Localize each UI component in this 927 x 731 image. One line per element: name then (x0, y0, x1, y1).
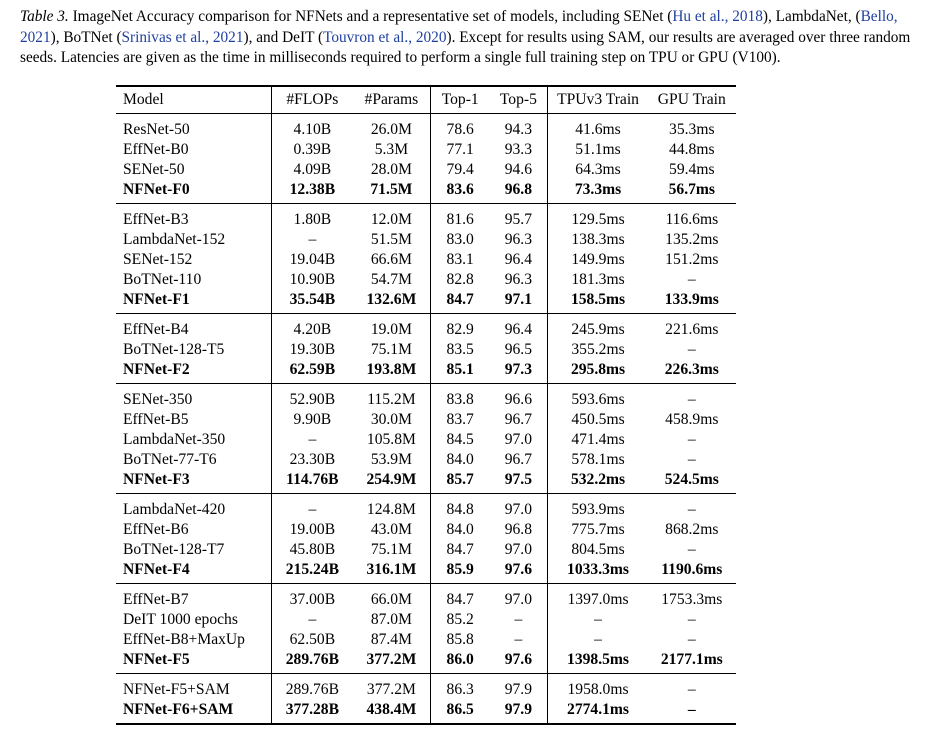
cell-flops: – (272, 493, 353, 520)
cell-params: 377.2M (353, 650, 431, 674)
citation-link-srinivas-2021[interactable]: Srinivas et al., 2021 (121, 28, 244, 46)
cell-top5: 97.6 (489, 560, 548, 584)
cell-top5: 96.8 (489, 180, 548, 204)
cell-flops: 23.30B (272, 450, 353, 470)
cell-gpu-train: 35.3ms (669, 120, 715, 138)
caption-text-3: ), BoTNet ( (50, 28, 122, 46)
cell-top1: 86.3 (431, 673, 490, 700)
cell-tpu-train: 138.3ms (548, 230, 648, 250)
caption-text-4: ), and DeIT ( (243, 28, 324, 46)
cell-gpu-train: – (648, 700, 736, 724)
cell-model: EffNet-B5 (123, 410, 189, 428)
cell-model: SENet-50 (123, 160, 185, 178)
cell-flops: 62.59B (272, 360, 353, 384)
cell-top1: 84.7 (431, 290, 490, 314)
cell-gpu-train: 226.3ms (648, 360, 736, 384)
caption-label: Table 3. (20, 8, 69, 25)
cell-tpu-train: 593.6ms (548, 383, 648, 410)
cell-model: BoTNet-128-T5 (123, 340, 225, 358)
cell-tpu-train: – (548, 610, 648, 630)
header-tpu-train: TPUv3 Train (548, 86, 648, 113)
cell-tpu-train: 73.3ms (548, 180, 648, 204)
cell-flops: 19.00B (272, 520, 353, 540)
cell-tpu-train: 532.2ms (548, 470, 648, 494)
cell-top5: 97.0 (504, 540, 532, 558)
header-flops: #FLOPs (272, 86, 353, 113)
cell-model: NFNet-F4 (116, 560, 272, 584)
cell-top5: 96.4 (504, 250, 532, 268)
table-row (116, 520, 736, 540)
cell-gpu-train: – (687, 630, 696, 648)
table-caption (20, 7, 920, 69)
table-header (116, 86, 736, 113)
cell-top1: 79.4 (431, 160, 490, 180)
cell-model: NFNet-F0 (116, 180, 272, 204)
cell-top5: 96.7 (504, 450, 532, 468)
table-row (116, 340, 736, 360)
table-row (116, 650, 736, 674)
cell-params: 193.8M (353, 360, 431, 384)
cell-top5: 97.1 (489, 290, 548, 314)
cell-params: 12.0M (370, 210, 412, 228)
cell-gpu-train: – (687, 340, 696, 358)
header-model: Model (116, 86, 272, 113)
cell-params: 377.2M (366, 680, 416, 698)
cell-top5: – (514, 630, 523, 648)
cell-model: BoTNet-110 (123, 270, 202, 288)
cell-model: NFNet-F2 (116, 360, 272, 384)
table-row (116, 113, 736, 140)
table-row (116, 470, 736, 494)
table-row (116, 360, 736, 384)
table-row (116, 313, 736, 340)
cell-tpu-train: 181.3ms (548, 270, 648, 290)
results-table (116, 85, 736, 725)
table-row (116, 250, 736, 270)
cell-flops: 52.90B (272, 383, 353, 410)
cell-top5: 96.5 (504, 340, 532, 358)
cell-params: 54.7M (370, 270, 412, 288)
header-params: #Params (353, 86, 431, 113)
cell-flops: 19.30B (272, 340, 353, 360)
cell-tpu-train: 1033.3ms (548, 560, 648, 584)
cell-top1: 85.7 (431, 470, 490, 494)
cell-gpu-train: – (687, 430, 696, 448)
cell-top1: 82.8 (431, 270, 490, 290)
table-row (116, 230, 736, 250)
cell-flops: 4.09B (272, 160, 353, 180)
caption-text-5: ). Except for results using SAM, our results are averaged over three random seeds. Latencies are given as the time in milliseconds required to perform a single full training step on TPU or GPU (V100). (20, 28, 911, 66)
table-row (116, 700, 736, 724)
cell-top1: 84.5 (431, 430, 490, 450)
cell-tpu-train: 51.1ms (548, 140, 648, 160)
table-row (116, 610, 736, 630)
cell-params: 132.6M (353, 290, 431, 314)
cell-top1: 84.7 (431, 540, 490, 560)
cell-gpu-train: – (687, 680, 696, 698)
cell-tpu-train: 41.6ms (548, 113, 648, 140)
cell-model: NFNet-F3 (116, 470, 272, 494)
cell-params: 115.2M (367, 390, 416, 408)
cell-tpu-train: 593.9ms (548, 493, 648, 520)
header-top1: Top-1 (431, 86, 490, 113)
cell-top5: 96.4 (504, 320, 532, 338)
header-row (116, 86, 736, 113)
table-row (116, 450, 736, 470)
cell-tpu-train: 471.4ms (548, 430, 648, 450)
cell-params: 66.6M (370, 250, 412, 268)
cell-model: EffNet-B7 (123, 590, 189, 608)
cell-params: 254.9M (353, 470, 431, 494)
cell-gpu-train: – (687, 450, 696, 468)
cell-params: 105.8M (366, 430, 416, 448)
cell-tpu-train: 158.5ms (548, 290, 648, 314)
cell-model: NFNet-F6+SAM (116, 700, 272, 724)
cell-top5: 94.3 (504, 120, 532, 138)
cell-flops: 12.38B (272, 180, 353, 204)
cell-top1: 81.6 (431, 203, 490, 230)
cell-model: NFNet-F5 (116, 650, 272, 674)
cell-gpu-train: – (687, 270, 696, 288)
cell-params: 28.0M (370, 160, 412, 178)
cell-model: EffNet-B4 (123, 320, 189, 338)
cell-top1: 84.0 (431, 450, 490, 470)
cell-flops: 45.80B (272, 540, 353, 560)
cell-top5: 97.9 (504, 680, 532, 698)
cell-tpu-train: 2774.1ms (548, 700, 648, 724)
cell-top5: 97.5 (489, 470, 548, 494)
table-row (116, 430, 736, 450)
cell-top1: 83.0 (431, 230, 490, 250)
cell-top1: 84.0 (431, 520, 490, 540)
cell-gpu-train: – (687, 500, 696, 518)
cell-flops: 19.04B (272, 250, 353, 270)
cell-top5: 96.7 (504, 410, 532, 428)
cell-top1: 84.7 (431, 583, 490, 610)
citation-link-hu-2018[interactable]: Hu et al., 2018 (672, 8, 763, 25)
cell-params: 438.4M (353, 700, 431, 724)
cell-top5: 97.0 (504, 430, 532, 448)
cell-top1: 85.1 (431, 360, 490, 384)
caption-text-1: ImageNet Accuracy comparison for NFNets and a representative set of models, including SENet ( (68, 8, 673, 25)
cell-model: DeIT 1000 epochs (123, 610, 238, 628)
cell-flops: – (272, 610, 353, 630)
cell-tpu-train: – (548, 630, 648, 650)
cell-tpu-train: 355.2ms (548, 340, 648, 360)
cell-tpu-train: 578.1ms (548, 450, 648, 470)
cell-model: EffNet-B3 (123, 210, 189, 228)
cell-tpu-train: 775.7ms (548, 520, 648, 540)
cell-top1: 77.1 (431, 140, 490, 160)
cell-flops: 289.76B (272, 673, 353, 700)
cell-top5: 96.3 (504, 270, 532, 288)
cell-gpu-train: 135.2ms (665, 230, 719, 248)
cell-params: 26.0M (370, 120, 412, 138)
row-group (116, 673, 736, 724)
header-top5: Top-5 (489, 86, 548, 113)
cell-tpu-train: 450.5ms (548, 410, 648, 430)
cell-top1: 86.5 (431, 700, 490, 724)
cell-model: LambdaNet-420 (123, 500, 226, 518)
cell-model: NFNet-F5+SAM (123, 680, 230, 698)
cell-gpu-train: – (687, 610, 696, 628)
cell-params: 43.0M (370, 520, 412, 538)
row-group (116, 113, 736, 203)
cell-tpu-train: 1398.5ms (548, 650, 648, 674)
cell-model: EffNet-B0 (123, 140, 189, 158)
cell-gpu-train: 133.9ms (648, 290, 736, 314)
caption-text-2: ), LambdaNet, ( (762, 8, 861, 25)
header-gpu-train: GPU Train (648, 86, 736, 113)
cell-tpu-train: 129.5ms (548, 203, 648, 230)
cell-params: 87.4M (370, 630, 412, 648)
cell-flops: 114.76B (272, 470, 353, 494)
cell-gpu-train: 116.6ms (665, 210, 719, 228)
cell-gpu-train: – (687, 390, 696, 408)
cell-top1: 85.8 (431, 630, 490, 650)
cell-params: 19.0M (370, 320, 412, 338)
cell-tpu-train: 1958.0ms (548, 673, 648, 700)
cell-top5: 94.6 (504, 160, 532, 178)
cell-params: 5.3M (374, 140, 409, 158)
cell-model: NFNet-F1 (116, 290, 272, 314)
cell-top5: 97.0 (504, 590, 532, 608)
table-row (116, 203, 736, 230)
citation-link-bello-2021[interactable]: Bello, 2021 (20, 8, 898, 46)
row-group (116, 493, 736, 583)
cell-gpu-train: 1753.3ms (661, 590, 723, 608)
cell-gpu-train: 524.5ms (648, 470, 736, 494)
cell-top5: 96.6 (504, 390, 532, 408)
cell-params: 71.5M (353, 180, 431, 204)
cell-params: 53.9M (370, 450, 412, 468)
cell-params: 75.1M (370, 540, 412, 558)
cell-flops: 10.90B (272, 270, 353, 290)
cell-top1: 84.8 (431, 493, 490, 520)
cell-gpu-train: 458.9ms (665, 410, 719, 428)
cell-model: LambdaNet-350 (123, 430, 226, 448)
cell-gpu-train: 59.4ms (669, 160, 715, 178)
table-row (116, 583, 736, 610)
cell-top5: 97.6 (489, 650, 548, 674)
cell-top1: 83.5 (431, 340, 490, 360)
cell-flops: 4.10B (272, 113, 353, 140)
cell-top5: 97.0 (504, 500, 532, 518)
cell-flops: 215.24B (272, 560, 353, 584)
cell-gpu-train: 44.8ms (669, 140, 715, 158)
table-row (116, 493, 736, 520)
table-row (116, 560, 736, 584)
cell-tpu-train: 1397.0ms (548, 583, 648, 610)
cell-model: EffNet-B6 (123, 520, 189, 538)
cell-flops: 62.50B (272, 630, 353, 650)
table-row (116, 630, 736, 650)
table-row (116, 270, 736, 290)
cell-model: SENet-152 (123, 250, 193, 268)
cell-model: BoTNet-77-T6 (123, 450, 217, 468)
table-row (116, 140, 736, 160)
cell-tpu-train: 295.8ms (548, 360, 648, 384)
cell-gpu-train: 868.2ms (665, 520, 719, 538)
cell-params: 51.5M (370, 230, 412, 248)
cell-flops: – (272, 230, 353, 250)
table-row (116, 383, 736, 410)
cell-top5: 96.3 (504, 230, 532, 248)
cell-gpu-train: 221.6ms (665, 320, 719, 338)
table-row (116, 410, 736, 430)
table-row (116, 180, 736, 204)
cell-params: 30.0M (370, 410, 412, 428)
cell-top5: 96.8 (504, 520, 532, 538)
table-row (116, 673, 736, 700)
cell-top1: 83.6 (431, 180, 490, 204)
cell-top5: 97.9 (489, 700, 548, 724)
cell-model: BoTNet-128-T7 (123, 540, 225, 558)
cell-flops: 37.00B (272, 583, 353, 610)
cell-top1: 85.2 (431, 610, 490, 630)
cell-flops: 1.80B (272, 203, 353, 230)
cell-tpu-train: 804.5ms (548, 540, 648, 560)
cell-gpu-train: 151.2ms (665, 250, 719, 268)
cell-top1: 85.9 (431, 560, 490, 584)
cell-model: EffNet-B8+MaxUp (123, 630, 245, 648)
cell-params: 316.1M (353, 560, 431, 584)
cell-flops: 0.39B (272, 140, 353, 160)
cell-params: 75.1M (370, 340, 412, 358)
row-group (116, 583, 736, 673)
row-group (116, 203, 736, 313)
cell-top1: 83.8 (431, 383, 490, 410)
cell-top1: 86.0 (431, 650, 490, 674)
cell-top5: 93.3 (504, 140, 532, 158)
citation-link-touvron-2020[interactable]: Touvron et al., 2020 (323, 28, 447, 46)
table-row (116, 540, 736, 560)
cell-gpu-train: – (687, 540, 696, 558)
cell-tpu-train: 64.3ms (548, 160, 648, 180)
table-row (116, 160, 736, 180)
cell-flops: 289.76B (272, 650, 353, 674)
cell-tpu-train: 245.9ms (548, 313, 648, 340)
cell-flops: 35.54B (272, 290, 353, 314)
cell-params: 124.8M (366, 500, 416, 518)
cell-params: 66.0M (370, 590, 412, 608)
cell-gpu-train: 2177.1ms (648, 650, 736, 674)
cell-top1: 83.1 (431, 250, 490, 270)
cell-flops: 9.90B (272, 410, 353, 430)
cell-model: SENet-350 (123, 390, 193, 408)
table-row (116, 290, 736, 314)
cell-params: 87.0M (370, 610, 412, 628)
cell-model: LambdaNet-152 (123, 230, 226, 248)
cell-model: ResNet-50 (123, 120, 190, 138)
cell-top1: 83.7 (431, 410, 490, 430)
row-group (116, 383, 736, 493)
cell-top5: 97.3 (489, 360, 548, 384)
cell-top1: 78.6 (431, 113, 490, 140)
cell-gpu-train: 1190.6ms (648, 560, 736, 584)
cell-flops: – (272, 430, 353, 450)
cell-top1: 82.9 (431, 313, 490, 340)
cell-top5: 95.7 (504, 210, 532, 228)
row-group (116, 313, 736, 383)
cell-top5: – (514, 610, 523, 628)
cell-gpu-train: 56.7ms (648, 180, 736, 204)
cell-flops: 4.20B (272, 313, 353, 340)
cell-tpu-train: 149.9ms (548, 250, 648, 270)
cell-flops: 377.28B (272, 700, 353, 724)
